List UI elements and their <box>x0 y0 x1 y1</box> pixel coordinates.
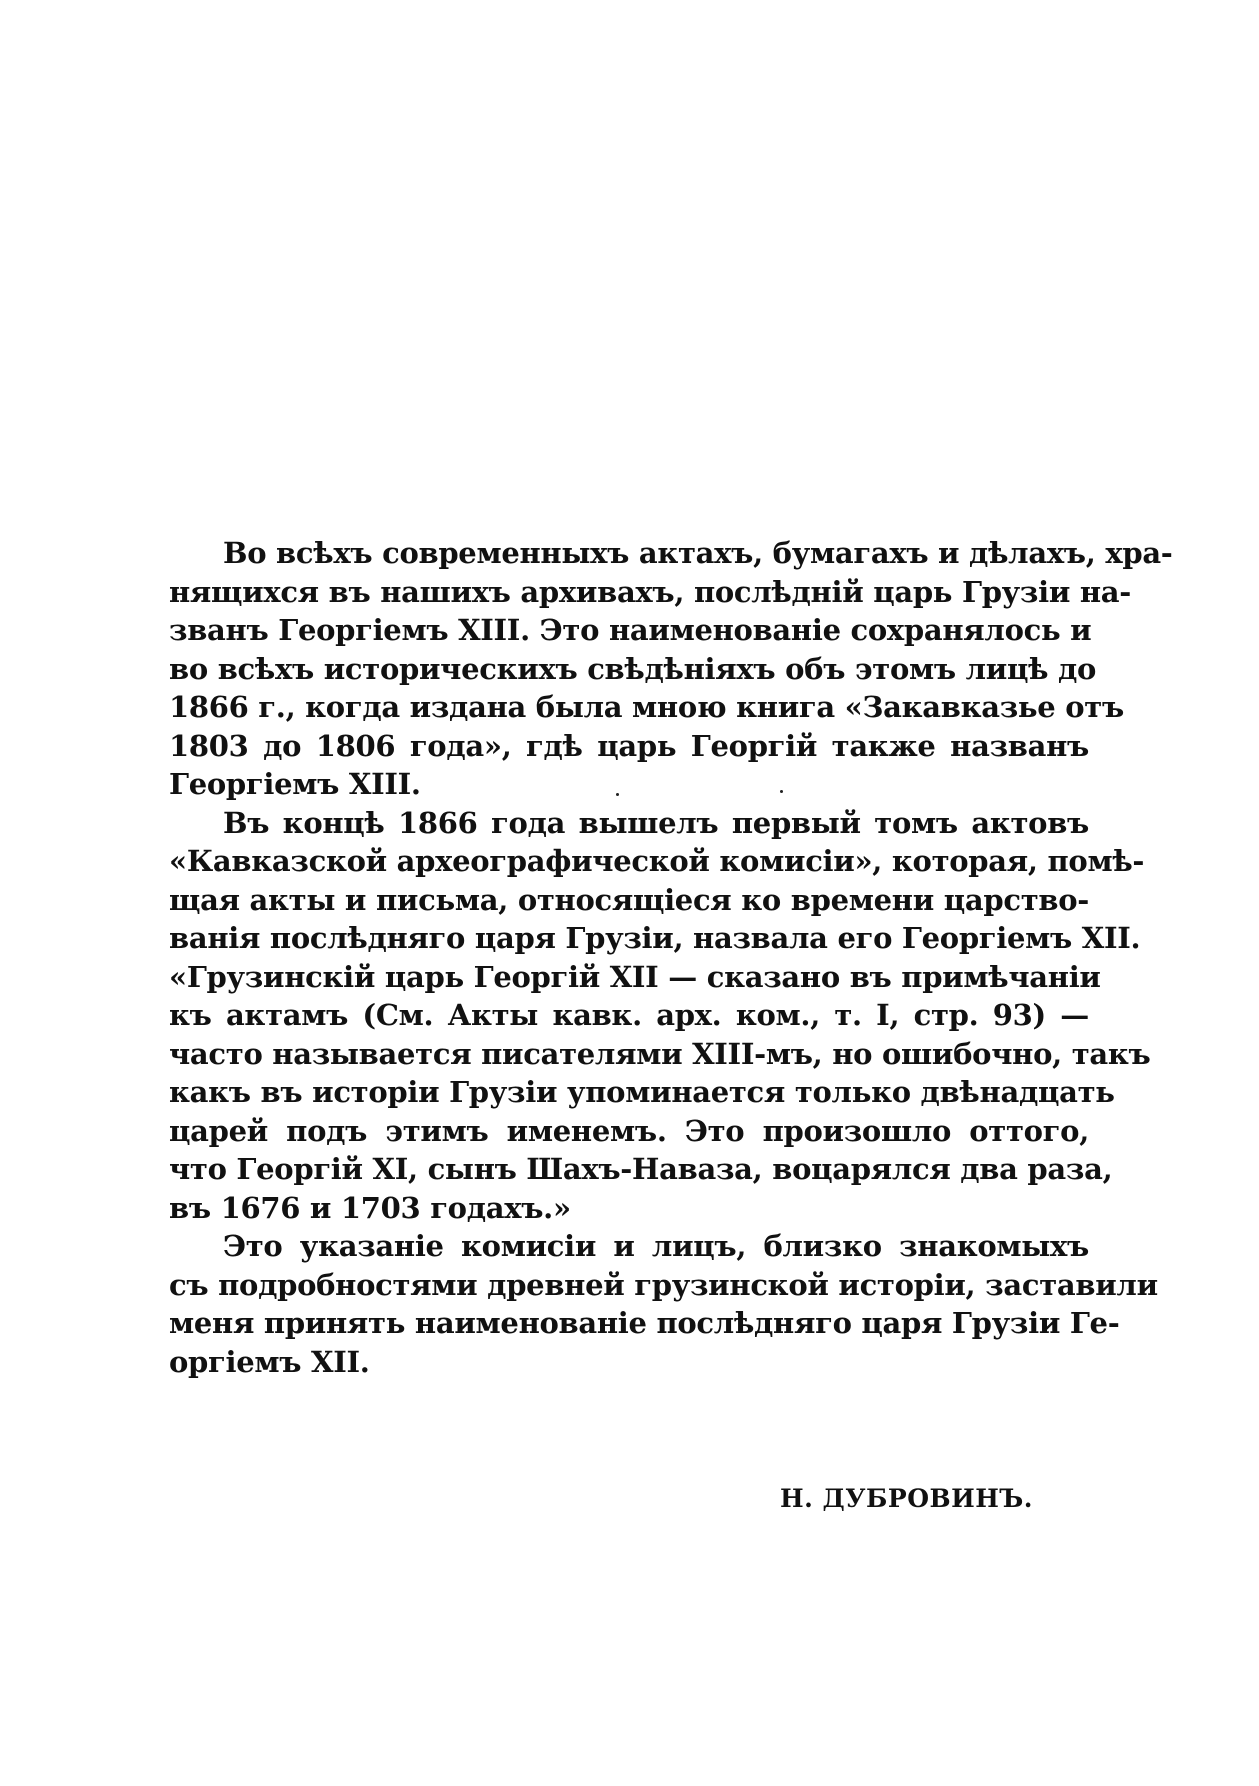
author-signature: Н. ДУБРОВИНЪ. <box>780 1484 1033 1513</box>
paragraph-2-line-8: какъ въ исторіи Грузіи упоминается только двѣнадцать <box>169 1075 1115 1109</box>
paragraph-1-line-1: Во всѣхъ современныхъ актахъ, бумагахъ и дѣлахъ, хра- <box>223 536 1173 570</box>
paragraph-2-line-10: что Георгій XI, сынъ Шахъ-Наваза, воцарялся два раза, <box>169 1152 1113 1186</box>
paragraph-2-line-5: «Грузинскій царь Георгій XII — сказано въ примѣчаніи <box>169 959 1101 994</box>
paragraph-2-line-9: царей подъ этимъ именемъ. Это произошло оттого, <box>169 1113 1089 1148</box>
paragraph-1-line-4: во всѣхъ историческихъ свѣдѣніяхъ объ этомъ лицѣ до <box>169 651 1097 686</box>
paragraph-2-line-11: въ 1676 и 1703 годахъ.» <box>169 1190 571 1225</box>
paragraph-1-line-7: Георгіемъ XIII. <box>169 767 421 801</box>
paragraph-1-line-3: званъ Георгіемъ XIII. Это наименованіе сохранялось и <box>169 613 1092 647</box>
paragraph-1-line-2: нящихся въ нашихъ архивахъ, послѣдній царь Грузіи на- <box>169 574 1132 609</box>
scan-speck <box>780 790 783 793</box>
paragraph-3-line-2: съ подробностями древней грузинской исторіи, заставили <box>169 1267 1158 1302</box>
scan-speck <box>616 793 619 796</box>
paragraph-2-line-1: Въ концѣ 1866 года вышелъ первый томъ актовъ <box>223 805 1089 840</box>
paragraph-2-line-2: «Кавказской археографической комисіи», которая, помѣ- <box>169 844 1145 878</box>
paragraph-2-line-4: ванія послѣдняго царя Грузіи, назвала его Георгіемъ XII. <box>169 921 1141 955</box>
paragraph-3-line-1: Это указаніе комисіи и лицъ, близко знакомыхъ <box>223 1229 1089 1263</box>
paragraph-3-line-3: меня принять наименованіе послѣдняго царя Грузіи Ге- <box>169 1306 1120 1340</box>
paragraph-3-line-4: оргіемъ XII. <box>169 1344 370 1379</box>
paragraph-2-line-7: часто называется писателями XIII-мъ, но ошибочно, такъ <box>169 1036 1151 1071</box>
body-text <box>169 534 1173 1381</box>
paragraph-2-line-6: къ актамъ (См. Акты кавк. арх. ком., т. I, стр. 93) — <box>169 998 1089 1032</box>
paragraph-1-line-6: 1803 до 1806 года», гдѣ царь Георгій также названъ <box>169 728 1089 763</box>
paragraph-2-line-3: щая акты и письма, относящіеся ко времени царство- <box>169 882 1089 917</box>
paragraph-1-line-5: 1866 г., когда издана была мною книга «Закавказье отъ <box>169 690 1124 724</box>
